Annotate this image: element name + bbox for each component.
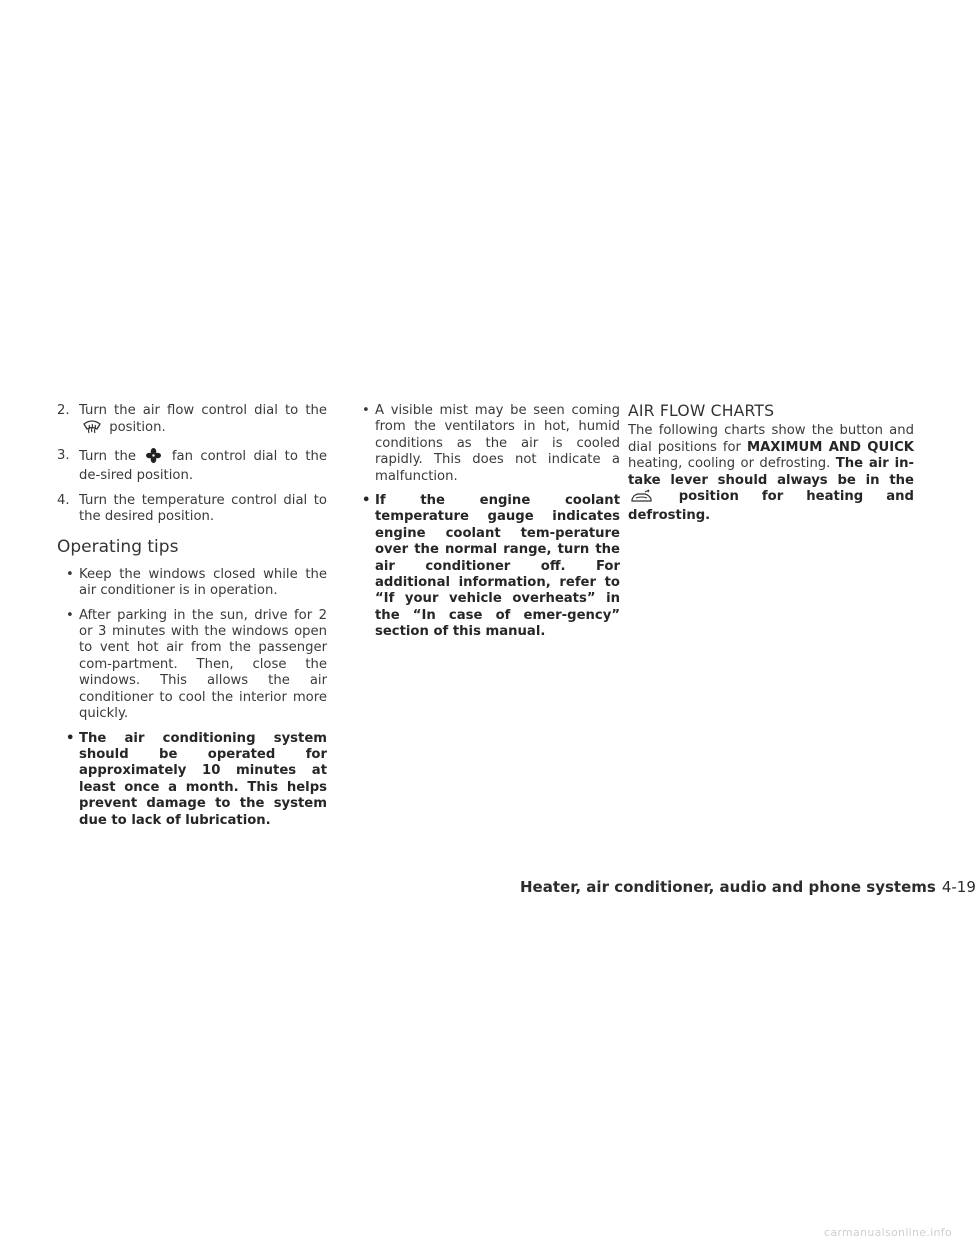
- tip-item-warning: [60, 731, 327, 829]
- para-bold-text: position for heating and defrosting.: [628, 489, 914, 524]
- para-text: The following charts show the button and dial positions for: [628, 423, 914, 455]
- para-bold-text: MAXIMUM AND QUICK: [746, 439, 914, 455]
- para-bold-text: The air in-take lever should always be in the: [628, 456, 914, 488]
- step-3: [57, 448, 327, 485]
- para-text: heating, cooling or defrosting.: [628, 456, 831, 472]
- column-middle: [356, 403, 620, 649]
- tips-list: [57, 567, 327, 829]
- step-text-end: fan control dial to the de-sired position.: [79, 448, 327, 484]
- step-number: 3.: [57, 447, 70, 463]
- bullet: •: [362, 493, 371, 509]
- step-text: Turn the air flow control dial to the: [79, 403, 327, 418]
- step-2: [57, 403, 327, 440]
- watermark: carmanualsonline.info: [823, 1226, 952, 1239]
- step-text-end: position.: [109, 420, 166, 436]
- tip-item: [356, 403, 620, 485]
- page-number: 4-19: [941, 878, 976, 896]
- tip-item: [60, 567, 327, 600]
- tip-item: [60, 608, 327, 723]
- bullet: •: [66, 730, 75, 746]
- tip-text: If the engine coolant temperature gauge indicates engine coolant tem-perature over the normal range, turn the air conditioner off. For additional information, refer to “If your vehicle overheats” in the “In case of emer-gency” section of this manual.: [375, 493, 620, 640]
- step-text: Turn the temperature control dial to the desired position.: [79, 492, 327, 525]
- column-left: [57, 403, 327, 837]
- defrost-icon: [82, 419, 102, 439]
- footer-section-title: Heater, air conditioner, audio and phone systems: [520, 878, 936, 896]
- operating-tips-heading: Operating tips: [57, 537, 179, 558]
- column-right: [628, 403, 914, 525]
- tip-text: After parking in the sun, drive for 2 or 3 minutes with the windows open to vent hot air from the passenger com-partment. Then, close the windows. This allows the air conditioner to cool the interior more quickly.: [79, 607, 327, 722]
- bullet: •: [66, 607, 74, 623]
- air-flow-charts-heading: AIR FLOW CHARTS: [628, 402, 775, 420]
- page-footer: [520, 878, 976, 896]
- bullet: •: [66, 566, 74, 582]
- tip-text: A visible mist may be seen coming from the ventilators in hot, humid conditions as the air is cooled rapidly. This does not indicate a malfunction.: [375, 403, 620, 484]
- outside-air-icon: [631, 489, 653, 508]
- step-4: [57, 493, 327, 526]
- tip-item-warning: [356, 493, 620, 641]
- tip-text: The air conditioning system should be operated for approximately 10 minutes at least once a month. This helps prevent damage to the system due to lack of lubrication.: [79, 730, 327, 828]
- bullet: •: [362, 403, 370, 418]
- fan-icon: [146, 448, 161, 468]
- step-text: Turn the: [79, 448, 137, 464]
- tip-text: Keep the windows closed while the air conditioner is in operation.: [79, 566, 327, 599]
- air-flow-paragraph: [628, 423, 914, 524]
- step-number: 2.: [57, 403, 70, 418]
- step-number: 4.: [57, 492, 70, 508]
